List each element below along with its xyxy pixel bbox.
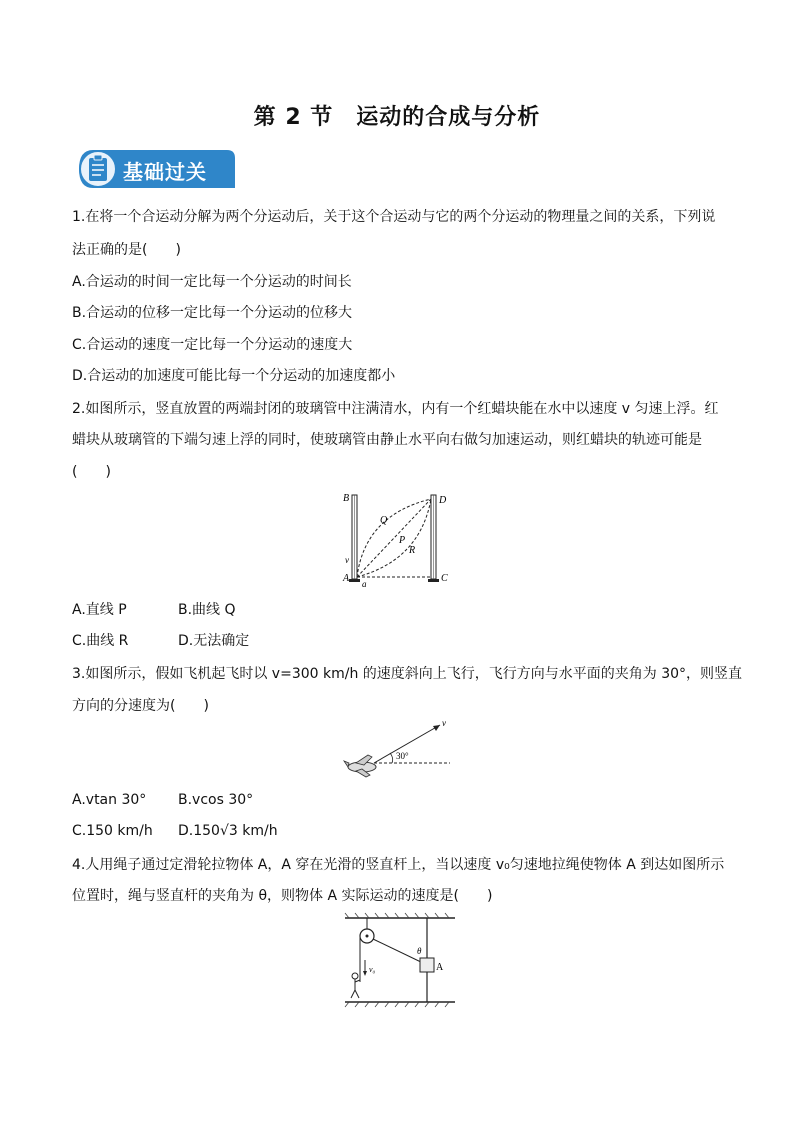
q2-option-a: A.直线 P [72,602,127,618]
q2-text-line-3: ( ) [72,464,111,480]
q3-option-a: A.vtan 30° [72,792,147,808]
section-badge [77,148,237,190]
label-R: R [409,545,416,556]
q1-option-a: A.合运动的时间一定比每一个分运动的时间长 [72,274,352,290]
velocity-label: v [442,718,446,728]
page-title: 第 2 节 运动的合成与分析 [253,105,541,130]
label-C: C [441,573,448,584]
q1-option-d: D.合运动的加速度可能比每一个分运动的加速度都小 [72,368,396,384]
label-D: D [439,495,447,506]
theta-label: θ [417,946,422,956]
v0-label: v₀ [369,965,376,974]
q1-option-c: C.合运动的速度一定比每一个分运动的速度大 [72,337,353,353]
q4-text-line-1: 4.人用绳子通过定滑轮拉物体 A，A 穿在光滑的竖直杆上，当以速度 v₀匀速地拉绳使物体 A 到达如图所示 [72,857,725,873]
airplane-icon [344,755,376,777]
glass-tube-diagram [335,485,465,595]
angle-label: 30° [396,751,409,761]
block-label: A [436,962,444,973]
label-A: A [343,573,350,584]
q1-option-b: B.合运动的位移一定比每一个分运动的位移大 [72,305,353,321]
label-Q: Q [380,515,388,526]
clipboard-icon [89,155,107,181]
q1-text-line-2: 法正确的是( ) [72,242,181,258]
q4-text-line-2: 位置时，绳与竖直杆的夹角为 θ，则物体 A 实际运动的速度是( ) [72,888,493,904]
q3-option-b: B.vcos 30° [178,792,254,808]
block-A [420,958,434,972]
label-a: a [362,579,367,589]
label-v: v [345,555,349,565]
q3-option-c: C.150 km/h [72,823,153,839]
q2-option-c: C.曲线 R [72,633,129,649]
pulley-diagram [335,910,465,1010]
person-icon [351,973,360,998]
section-badge-label: 基础过关 [123,160,207,184]
airplane-diagram [340,715,470,780]
q2-option-b: B.曲线 Q [178,602,236,618]
q3-text-line-2: 方向的分速度为( ) [72,698,209,714]
q3-text-line-1: 3.如图所示，假如飞机起飞时以 v=300 km/h 的速度斜向上飞行，飞行方向与水平面的夹角为 30°，则竖直 [72,666,743,682]
q1-text-line-1: 1.在将一个合运动分解为两个分运动后，关于这个合运动与它的两个分运动的物理量之间的关系，下列说 [72,209,716,225]
label-P: P [399,535,406,546]
label-B: B [343,493,350,504]
q2-text-line-1: 2.如图所示，竖直放置的两端封闭的玻璃管中注满清水，内有一个红蜡块能在水中以速度 v 匀速上浮。红 [72,401,719,417]
q3-option-d: D.150√3 km/h [178,823,278,839]
q2-text-line-2: 蜡块从玻璃管的下端匀速上浮的同时，使玻璃管由静止水平向右做匀加速运动，则红蜡块的轨迹可能是 [72,432,702,448]
q2-option-d: D.无法确定 [178,633,250,649]
